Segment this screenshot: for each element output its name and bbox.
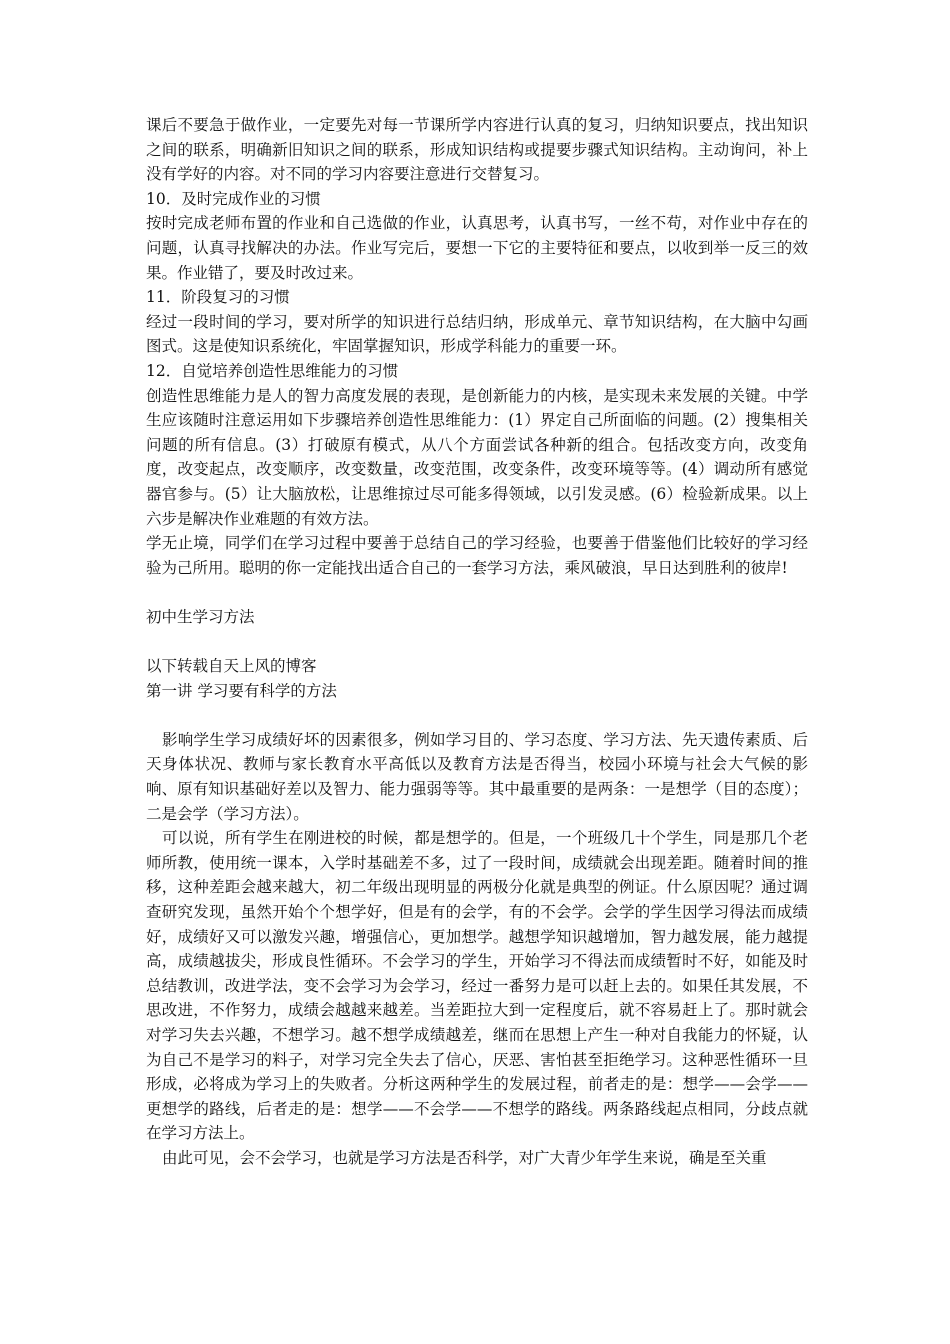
- blank-line: [146, 580, 808, 605]
- paragraph-item-10: 按时完成老师布置的作业和自己选做的作业，认真思考，认真书写，一丝不苟，对作业中存在的问题，认真寻找解决的办法。作业写完后，要想一下它的主要特征和要点，以收到举一反三的效果。作业错了，要及时改过来。: [146, 214, 808, 282]
- repost-note: 以下转载自天上风的博客: [146, 657, 317, 676]
- section-title: 初中生学习方法: [146, 607, 255, 626]
- heading-item-10: 10．及时完成作业的习惯: [146, 189, 321, 208]
- heading-item-11: 11．阶段复习的习惯: [146, 288, 290, 307]
- blank-line: [146, 629, 808, 654]
- paragraph-item-12: 创造性思维能力是人的智力高度发展的表现，是创新能力的内核，是实现未来发展的关键。中学生应该随时注意运用如下步骤培养创造性思维能力：(1）界定自己所面临的问题。(2）搜集相关问题的所有信息。(3）打破原有模式，从八个方面尝试各种新的组合。包括改变方向，改变角度，改变起点，改变顺序，改变数量，改变范围，改变条件，改变环境等等。(4）调动所有感觉器官参与。(5）让大脑放松，让思维掠过尽可能多得领域，以引发灵感。(6）检验新成果。以上六步是解决作业难题的有效方法。: [146, 386, 808, 528]
- paragraph-review: 课后不要急于做作业，一定要先对每一节课所学内容进行认真的复习，归纳知识要点，找出知识之间的联系，明确新旧知识之间的联系，形成知识结构或提要步骤式知识结构。主动询问，补上没有学好的内容。对不同的学习内容要注意进行交替复习。: [146, 116, 808, 184]
- heading-item-12: 12．自觉培养创造性思维能力的习惯: [146, 361, 399, 380]
- document-page: [146, 113, 808, 1171]
- paragraph-last: 由此可见，会不会学习，也就是学习方法是否科学，对广大青少年学生来说，确是至关重: [162, 1148, 767, 1167]
- blank-line: [146, 703, 808, 728]
- paragraph-conclusion: 学无止境，同学们在学习过程中要善于总结自己的学习经验，也要善于借鉴他们比较好的学习经验为己所用。聪明的你一定能找出适合自己的一套学习方法，乘风破浪，早日达到胜利的彼岸!: [146, 534, 808, 577]
- paragraph-analysis: 可以说，所有学生在刚进校的时候，都是想学的。但是，一个班级几十个学生，同是那几个老师所教，使用统一课本，入学时基础差不多，过了一段时间，成绩就会出现差距。随着时间的推移，这种差距会越来越大，初二年级出现明显的两极分化就是典型的例证。什么原因呢？通过调查研究发现，虽然开始个个想学好，但是有的会学，有的不会学。会学的学生因学习得法而成绩好，成绩好又可以激发兴趣，增强信心，更加想学。越想学知识越增加，智力越发展，能力越提高，成绩越拔尖，形成良性循环。不会学习的学生，开始学习不得法而成绩暂时不好，如能及时总结教训，改进学法，变不会学习为会学习，经过一番努力是可以赶上去的。如果任其发展，不思改进，不作努力，成绩会越越来越差。当差距拉大到一定程度后，就不容易赶上了。那时就会对学习失去兴趣，不想学习。越不想学成绩越差，继而在思想上产生一种对自我能力的怀疑，认为自己不是学习的料子，对学习完全失去了信心，厌恶、害怕甚至拒绝学习。这种恶性循环一旦形成，必将成为学习上的失败者。分析这两种学生的发展过程，前者走的是：想学——会学——更想学的路线，后者走的是：想学——不会学——不想学的路线。两条路线起点相同，分歧点就在学习方法上。: [146, 829, 808, 1143]
- lecture-title: 第一讲 学习要有科学的方法: [146, 681, 337, 700]
- paragraph-item-11: 经过一段时间的学习，要对所学的知识进行总结归纳，形成单元、章节知识结构，在大脑中勾画图式。这是使知识系统化，牢固掌握知识，形成学科能力的重要一环。: [146, 312, 808, 356]
- paragraph-factors: 影响学生学习成绩好坏的因素很多，例如学习目的、学习态度、学习方法、先天遗传素质、后天身体状况、教师与家长教育水平高低以及教育方法是否得当，校园小环境与社会大气候的影响、原有知识基础好差以及智力、能力强弱等等。其中最重要的是两条：一是想学（目的态度）；二是会学（学习方法）。: [146, 730, 808, 823]
